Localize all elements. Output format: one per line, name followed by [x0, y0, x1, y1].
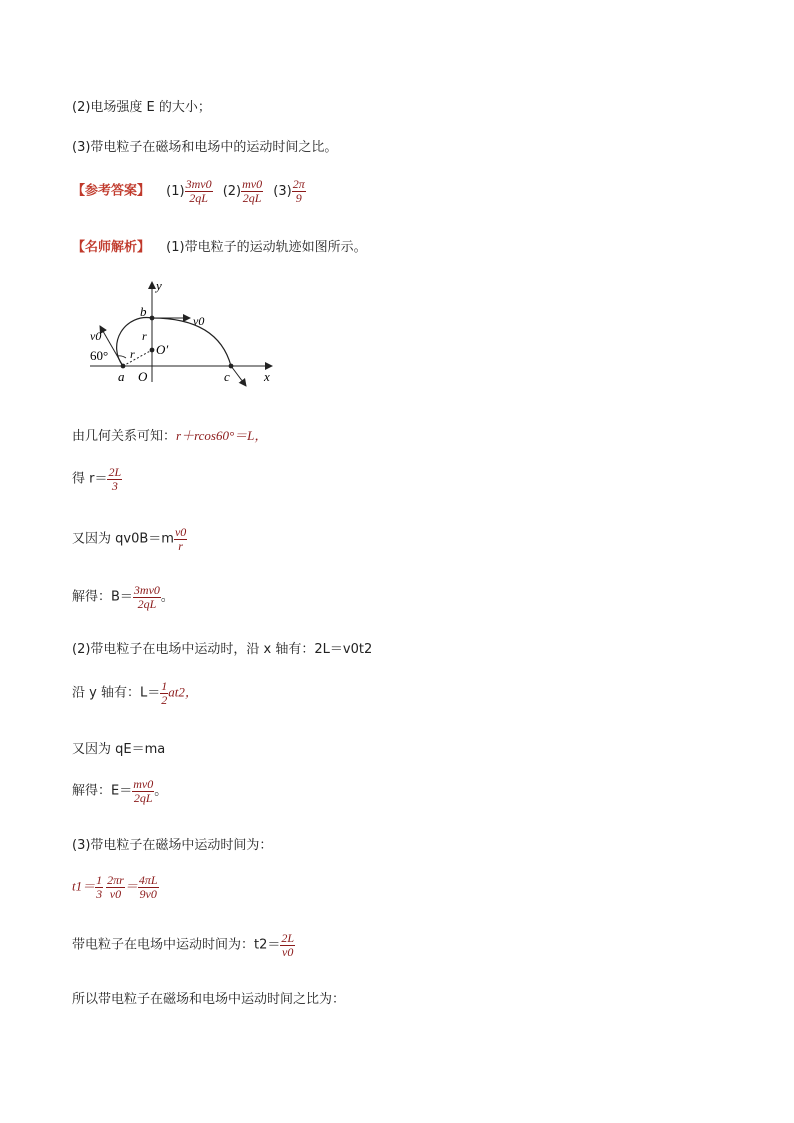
label-y: y	[156, 278, 162, 293]
answer-1-fraction: $\frac{3mv0}{2qL}$	[185, 177, 212, 205]
label-r-vertical: r	[142, 329, 147, 343]
label-b: b	[140, 304, 147, 319]
t2-prefix: 带电粒子在电场中运动时间为：t2＝	[72, 937, 281, 953]
r-fraction: $\frac{2L}{3}$	[108, 465, 122, 493]
solve-e-prefix: 解得：E＝	[72, 783, 133, 799]
answer-3-label: (3)	[273, 183, 292, 199]
analysis-header	[72, 236, 367, 255]
label-c: c	[224, 369, 230, 384]
answer-2-fraction: $\frac{mv0}{2qL}$	[242, 177, 263, 205]
geometry-equation: r＋rcos60°＝L，	[176, 428, 268, 443]
step-qe: 又因为 qE＝ma	[72, 742, 166, 757]
point-b	[150, 316, 155, 321]
analysis-tag: 【名师解析】	[72, 240, 151, 255]
answer-2-label: (2)	[222, 183, 242, 199]
step-e-y	[72, 680, 198, 706]
t1-fraction-1: $\frac{1}{3}$	[96, 873, 103, 901]
step-e-x: (2)带电粒子在电场中运动时，沿 x 轴有：2L＝v0t2	[72, 642, 373, 657]
answer-tag: 【参考答案】	[72, 183, 151, 199]
step-solve-e: 解得：E＝ $\frac{mv0}{2qL}$ 。	[72, 777, 168, 805]
step-ratio: 所以带电粒子在磁场和电场中运动时间之比为：	[72, 992, 346, 1007]
step-geometry	[72, 425, 267, 444]
label-v0-top: v0	[193, 314, 205, 328]
point-O-prime	[150, 348, 155, 353]
label-x: x	[264, 369, 270, 384]
step-t1: t1＝ $\frac{1}{3}$ $\frac{2\pi r}{v0}$ ＝ $\frac{4\pi L}{9v0}$	[72, 873, 158, 901]
reference-answer	[72, 178, 306, 204]
e-y-prefix: 沿 y 轴有：L＝	[72, 685, 161, 701]
label-O-prime: O′	[156, 342, 169, 357]
label-a: a	[118, 369, 125, 384]
step-t2	[72, 932, 295, 958]
step-time-intro: (3)带电粒子在磁场中运动时间为：	[72, 838, 273, 853]
analysis-intro: (1)带电粒子的运动轨迹如图所示。	[166, 240, 367, 255]
step-because	[72, 526, 187, 552]
v-over-r-fraction: $\frac{v0}{r}$	[174, 525, 187, 553]
step-get-r	[72, 466, 122, 492]
t1-prefix: t1＝	[72, 878, 96, 894]
because-prefix: 又因为 qv0B＝m	[72, 531, 174, 547]
get-r-prefix: 得 r＝	[72, 471, 108, 487]
step-solve-b: 解得：B＝ $\frac{3mv0}{2qL}$ 。	[72, 583, 174, 611]
t1-fraction-2: $\frac{2\pi r}{v0}$	[107, 873, 124, 901]
question-3: (3)带电粒子在磁场和电场中的运动时间之比。	[72, 140, 338, 155]
half-fraction: $\frac{1}{2}$	[161, 679, 168, 707]
label-v0-left: v0	[90, 329, 102, 343]
solve-b-prefix: 解得：B＝	[72, 589, 133, 605]
label-O: O	[138, 369, 148, 384]
e-fraction: $\frac{mv0}{2qL}$	[133, 777, 154, 805]
question-2: (2)电场强度 E 的大小；	[72, 100, 211, 115]
trajectory-diagram	[86, 278, 286, 390]
t1-fraction-3: $\frac{4\pi L}{9v0}$	[138, 873, 158, 901]
b-fraction: $\frac{3mv0}{2qL}$	[133, 583, 160, 611]
geometry-prefix: 由几何关系可知：	[72, 429, 177, 444]
answer-1-label: (1)	[166, 183, 185, 199]
point-c	[229, 364, 234, 369]
radius-line	[123, 350, 152, 366]
answer-3-fraction: $\frac{2\pi}{9}$	[292, 177, 305, 205]
velocity-arrow-c	[231, 366, 246, 386]
point-a	[121, 364, 126, 369]
e-y-suffix: at2，	[168, 684, 198, 700]
label-angle: 60°	[90, 348, 109, 363]
label-r-diagonal: r	[130, 347, 135, 361]
t2-fraction: $\frac{2L}{v0}$	[281, 931, 295, 959]
